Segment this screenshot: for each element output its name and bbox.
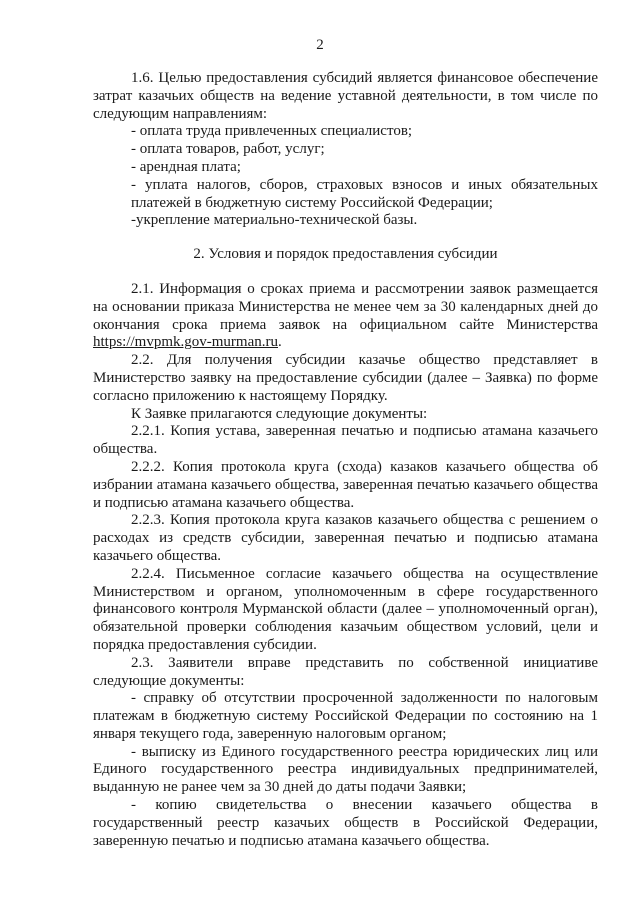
list-item: - арендная плата;	[131, 158, 241, 175]
paragraph-2-2-1: 2.2.1. Копия устава, заверенная печатью и подписью атамана казачьего общества.	[93, 423, 598, 458]
list-item: - уплата налогов, сборов, страховых взносов и иных обязательных платежей в бюджетную систему Российской Федерации;	[131, 176, 598, 211]
list-item: - справку об отсутствии просроченной задолженности по налоговым платежам в бюджетную систему Российской Федерации по состоянию на 1 января текущего года, заверенную налоговым органом;	[93, 690, 598, 742]
page-number: 2	[316, 37, 324, 53]
paragraph-2-1-end: .	[278, 334, 282, 351]
paragraph-2-3: 2.3. Заявители вправе представить по собственной инициативе следующие документы:	[93, 654, 598, 689]
paragraph-2-2-2: 2.2.2. Копия протокола круга (схода) казаков казачьего общества об избрании атамана казачьего общества, заверенная печатью казачьего общества и подписью атамана казачьего общества.	[93, 458, 598, 511]
paragraph-2-2-4: 2.2.4. Письменное согласие казачьего общества на осуществление Министерством и органом, уполномоченным в сфере государственного финансового контроля Мурманской области (далее – уполномоченный орган), обязательной проверки соблюдения казачьим обществом условий, цели и порядка предоставления субсидии.	[93, 565, 598, 653]
document-body	[93, 70, 598, 850]
paragraph-2-2: 2.2. Для получения субсидии казачье общество представляет в Министерство заявку на предоставление субсидии (далее – Заявка) по форме согласно приложению к настоящему Порядку.	[93, 352, 598, 404]
list-item: - копию свидетельства о внесении казачьего общества в государственный реестр казачьих обществ в Российской Федерации, заверенную печатью и подписью атамана казачьего общества.	[93, 797, 598, 849]
list-item: - оплата товаров, работ, услуг;	[131, 141, 325, 158]
paragraph-documents: К Заявке прилагаются следующие документы:	[131, 405, 428, 422]
paragraph-2-1-text: 2.1. Информация о сроках приема и рассмотрении заявок размещается на основании приказа Министерства не менее чем за 30 календарных дней до окончания срока приема заявок на официальном сайте Министерства	[93, 280, 598, 333]
section-2-title: 2. Условия и порядок предоставления субсидии	[193, 246, 498, 263]
paragraph-2-1	[93, 281, 598, 352]
list-item: - выписку из Единого государственного реестра юридических лиц или Единого государственного реестра индивидуальных предпринимателей, выданную не ранее чем за 30 дней до даты подачи Заявки;	[93, 743, 598, 796]
list-item: - оплата труда привлеченных специалистов;	[131, 123, 413, 140]
paragraph-2-2-3: 2.2.3. Копия протокола круга казаков казачьего общества с решением о расходах из средств субсидии, заверенная печатью и подписью атамана казачьего общества.	[93, 512, 598, 564]
paragraph-1-6: 1.6. Целью предоставления субсидий является финансовое обеспечение затрат казачьих обществ на ведение уставной деятельности, в том числе по следующим направлениям:	[93, 70, 598, 122]
ministry-website-link[interactable]: https://mvpmk.gov-murman.ru	[93, 334, 278, 351]
list-item: -укрепление материально-технической базы.	[131, 212, 418, 229]
